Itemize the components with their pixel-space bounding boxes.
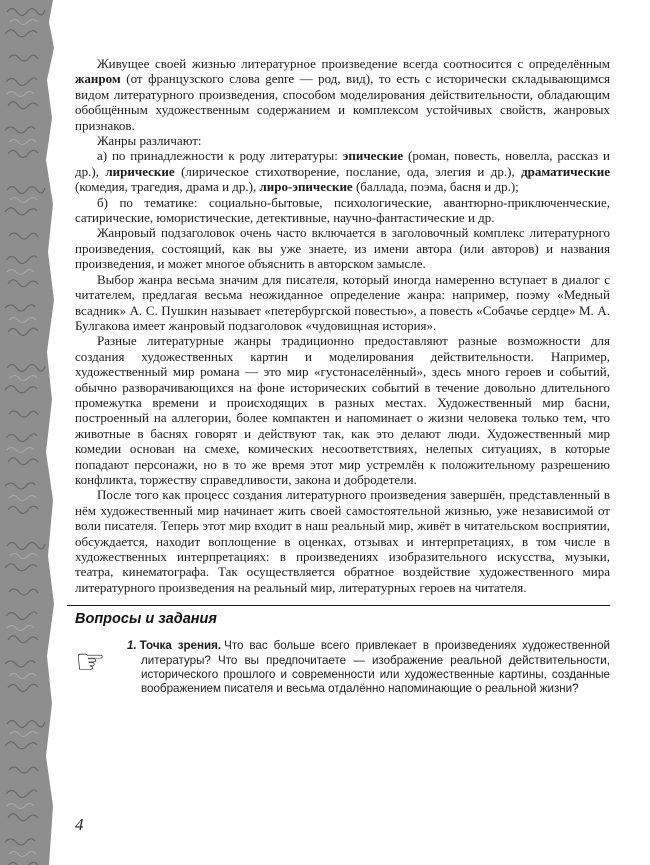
paragraph-artistic-world: [75, 487, 610, 595]
question-label: Точка зрения.: [139, 639, 222, 653]
bold-term-epic: эпические: [342, 148, 404, 164]
text-run: Жанры различают:: [97, 133, 202, 149]
question-1-body: [127, 639, 610, 697]
text-run: б) по тематике: социально-бытовые, психологические, авантюрно-приключенческие, сатирические, юмористические, детективные, научно-фантастические и др.: [75, 194, 610, 226]
section-divider: [67, 605, 610, 606]
paragraph-genre-choice: [75, 272, 610, 334]
pointing-hand-icon: ☞: [75, 642, 106, 683]
text-run: Разные литературные жанры традиционно предоставляют разные возможности для создания художественных картин и моделирования действительности. Например, художественный мир романа — это мир «густонаселённый», здесь много героев и событий, обычно разворачивающихся на фоне исторических событий в течение довольно длительного промежутка времени и происходящих в разных местах. Художественный мир басни, построенный на аллегории, более компактен и напоминает о жизни человека только тем, что животные в баснях говорят и действуют так, как это делают люди. Художественный мир комедии основан на смехе, комических несоответствиях, нелепых ситуациях, в которые попадают персонажи, но в то же время этот мир устремлён к положительному разрешению конфликта, торжеству справедливости, закона и добродетели.: [75, 333, 610, 487]
text-run: (роман, повесть, новелла, рассказ и др.),: [75, 148, 611, 179]
text-run: (баллада, поэма, басня и др.);: [352, 179, 519, 195]
text-run: (комедия, трагедия, драма и др.),: [75, 179, 260, 195]
text-run: Живущее своей жизнью литературное произведение всегда соотносится с определённым: [97, 56, 610, 71]
bold-term-lyro-epic: лиро-эпические: [259, 179, 353, 195]
paragraph-genres-intro: [75, 133, 610, 148]
paragraph-subtitle: [75, 225, 610, 271]
page-number: 4: [75, 815, 84, 834]
margin-texture-graphic: [0, 0, 57, 865]
text-run: Выбор жанра весьма значим для писателя, который иногда намеренно вступает в диалог с читателем, предлагая весьма неожиданное определение жанра: например, поэму «Медный всадник» А. С. Пушкин называет «петербургской повестью», а повесть «Собачье сердце» М. А. Булгакова имеет жанровый подзаголовок «чудовищная история».: [75, 271, 610, 333]
bold-term-lyric: лирические: [105, 163, 175, 179]
decorative-margin: [0, 0, 57, 865]
question-number: 1.: [127, 639, 137, 653]
paragraph-genre-definition: [75, 56, 610, 133]
paragraph-genres-by-kind: [75, 148, 610, 194]
text-run: (лирическое стихотворение, послание, ода, элегия и др.),: [174, 163, 522, 179]
paragraph-genre-worlds: [75, 333, 610, 487]
bold-term-dramatic: драматические: [521, 163, 610, 179]
page-content: [57, 0, 650, 865]
questions-heading: Вопросы и задания: [75, 611, 217, 628]
question-1: [75, 639, 610, 697]
text-run: а) по принадлежности к роду литературы:: [97, 148, 343, 164]
paragraph-genres-by-theme: [75, 195, 610, 226]
question-text: Что вас больше всего привлекает в произведениях художественной литературы? Что вы предпочитаете — изображение реальной действительности, исторического прошлого и современности или художественные картины, созданные воображением писателя и весьма отдалённо напоминающие о реальной жизни?: [141, 639, 610, 696]
text-run: Жанровый подзаголовок очень часто включается в заголовочный комплекс литературного произведения, состоящий, как вы уже знаете, из имени автора (или авторов) и названия произведения, и может многое объяснить в авторском замысле.: [75, 225, 610, 272]
text-run: (от французского слова genre — род, вид), то есть с исторически складывающимся видом литературного произведения, способом моделирования действительности, обладающим обобщённым художественным содержанием и комплексом устойчивых свойств, жанровых признаков.: [75, 71, 610, 133]
bold-term-zhanr: жанром: [75, 71, 121, 87]
text-run: После того как процесс создания литературного произведения завершён, представленный в нём художественный мир начинает жить своей самостоятельной жизнью, уже независимой от воли писателя. Теперь этот мир входит в наш реальный мир, живёт в читательском восприятии, обсуждается, находит воплощение в оценках, отзывах и интерпретациях, в том числе в художественных интерпретациях: в произведениях изобразительного искусства, музыки, театра, кинематографа. Так осуществляется обратное воздействие художественного мира литературного произведения на реальный мир, литературных героев на читателя.: [75, 487, 610, 595]
